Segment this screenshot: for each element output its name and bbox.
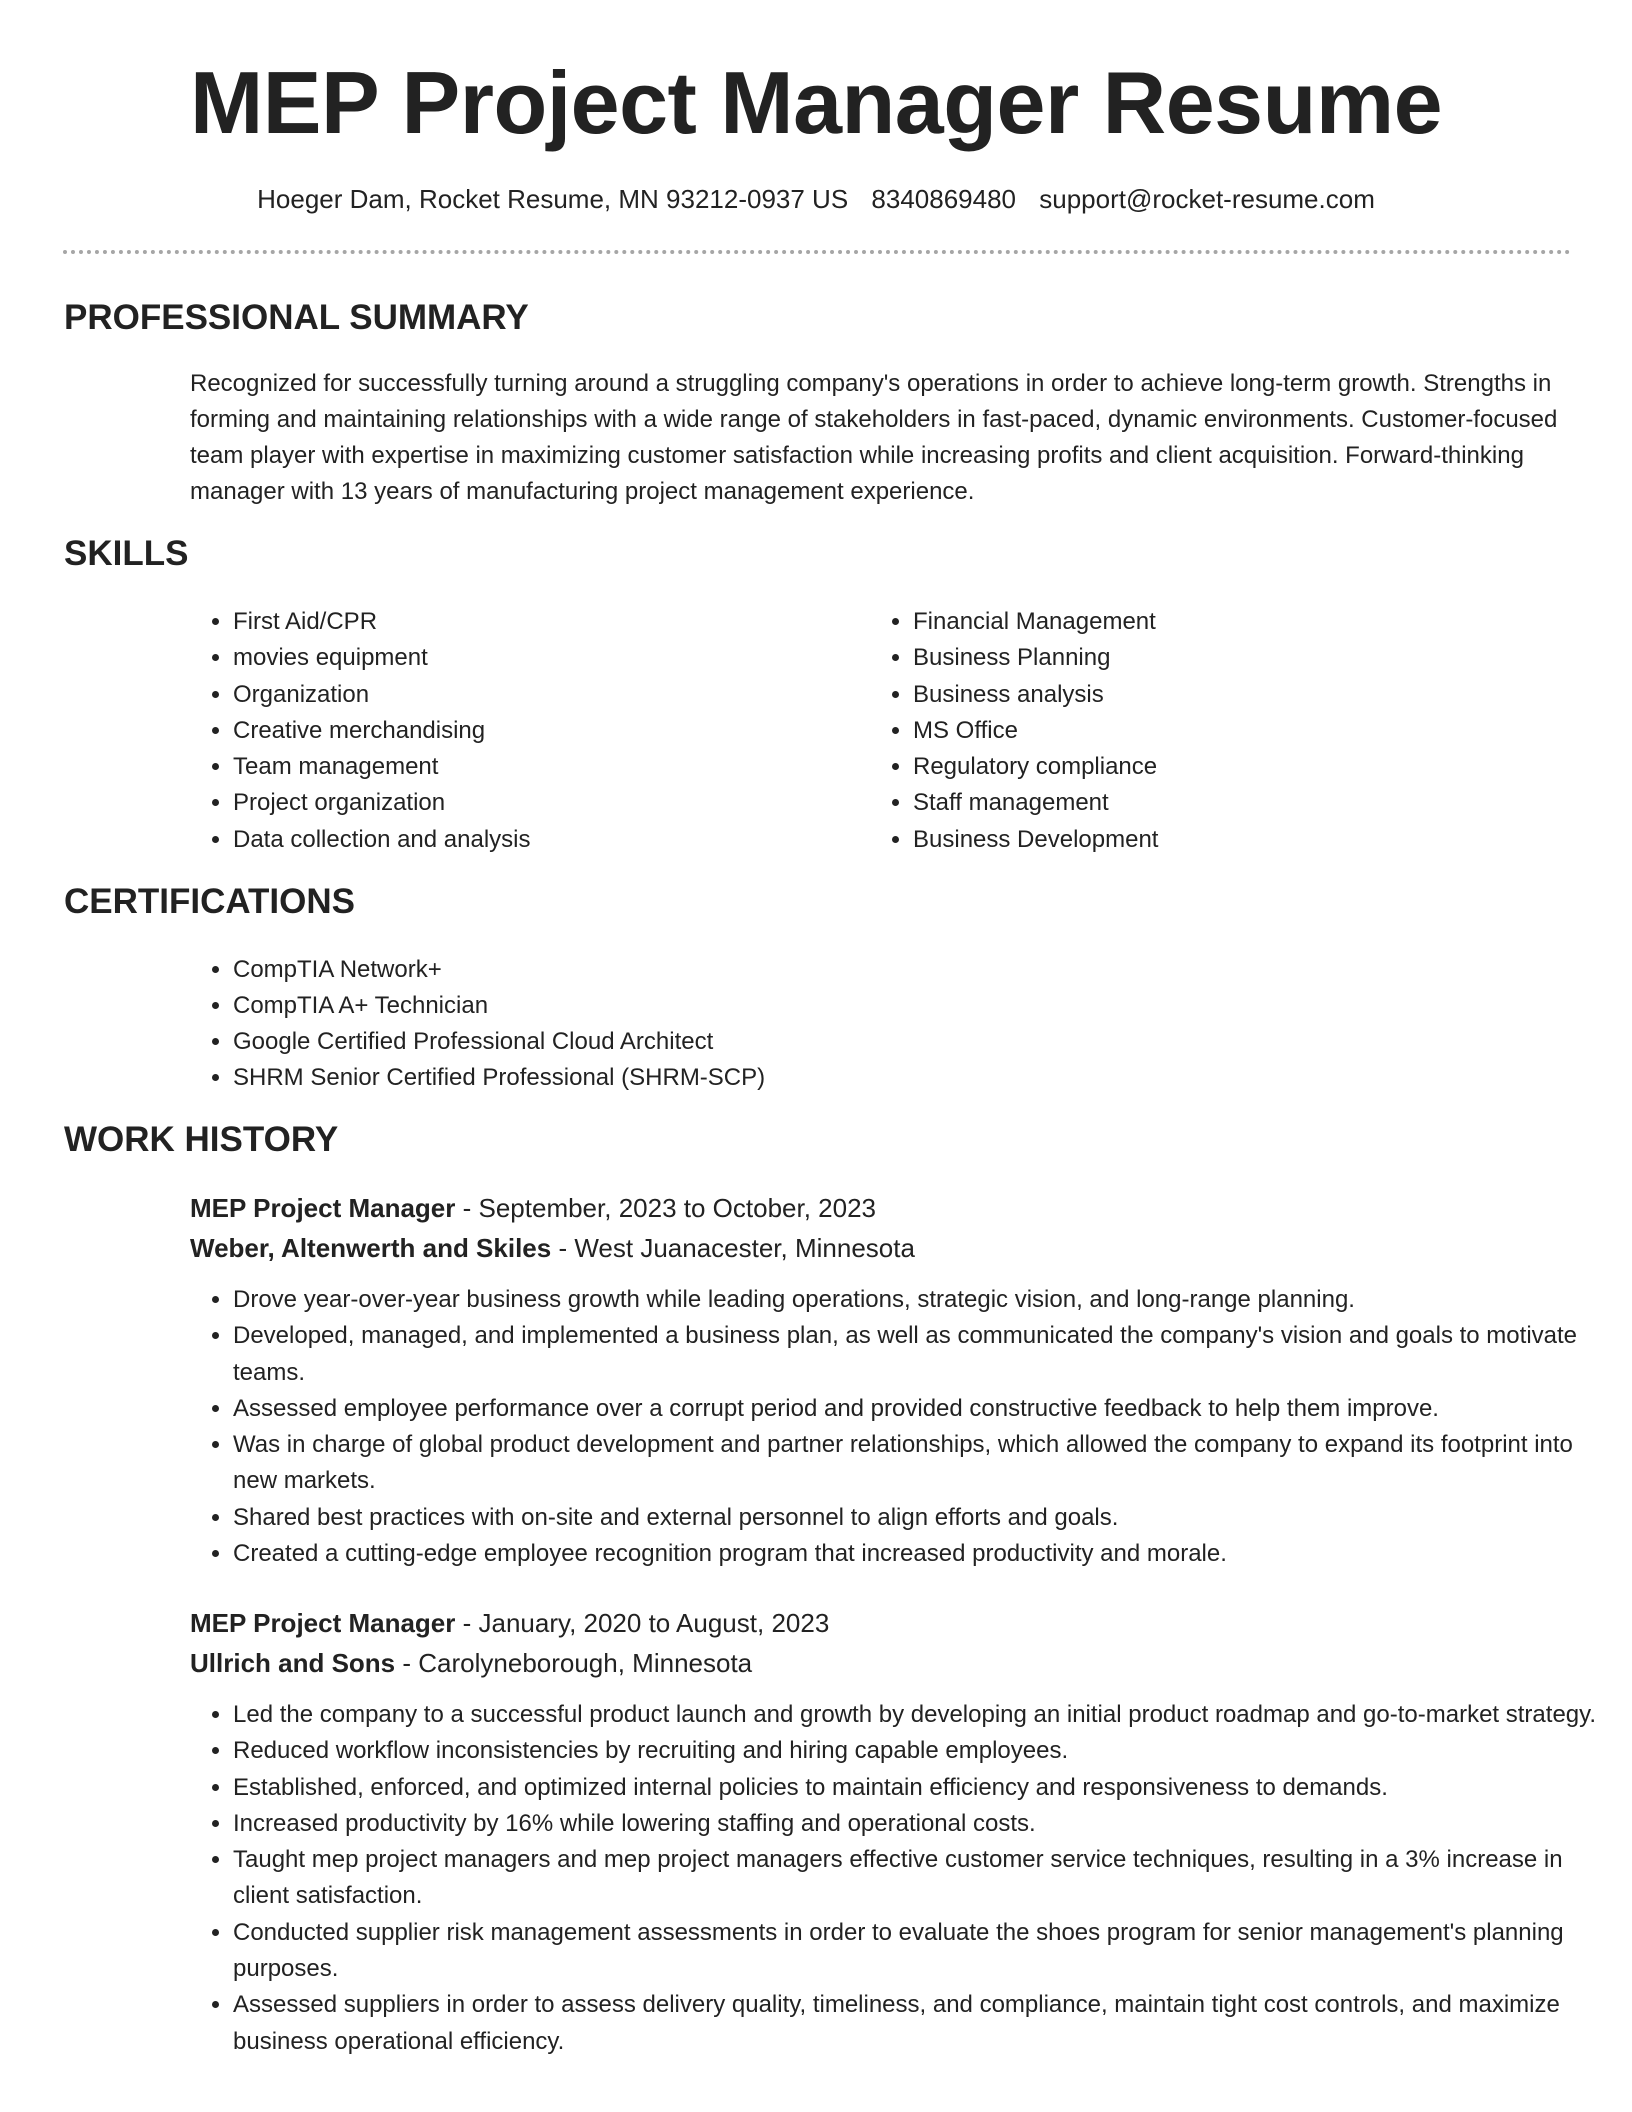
list-item: • Business analysis <box>913 677 1513 713</box>
list-item: • Business Development <box>913 822 1513 858</box>
list-item: • Organization <box>233 677 833 713</box>
list-item: • CompTIA A+ Technician <box>233 988 1233 1024</box>
list-item: • Assessed employee performance over a corrupt period and provided constructive feedback to help them improve. <box>233 1391 1613 1427</box>
list-item: • Data collection and analysis <box>233 822 833 858</box>
list-item: • Regulatory compliance <box>913 749 1513 785</box>
job-company-line <box>190 1229 915 1267</box>
job-dates: - January, 2020 to August, 2023 <box>455 1608 830 1638</box>
list-item: • Financial Management <box>913 604 1513 640</box>
list-item: • SHRM Senior Certified Professional (SHRM-SCP) <box>233 1060 1233 1096</box>
list-item: • Business Planning <box>913 640 1513 676</box>
certifications-heading: CERTIFICATIONS <box>64 882 356 921</box>
list-item: • movies equipment <box>233 640 833 676</box>
job-title: MEP Project Manager <box>190 1193 456 1223</box>
list-item: • Was in charge of global product development and partner relationships, which allowed the company to expand its footprint into new markets. <box>233 1427 1613 1500</box>
list-item: • Drove year-over-year business growth while leading operations, strategic vision, and long-range planning. <box>233 1282 1613 1318</box>
job-company: Ullrich and Sons <box>190 1648 396 1678</box>
skills-list-right <box>870 604 1513 858</box>
list-item: • Taught mep project managers and mep project managers effective customer service techniques, resulting in a 3% increase in client satisfaction. <box>233 1842 1613 1915</box>
job-company: Weber, Altenwerth and Skiles <box>190 1233 552 1263</box>
list-item: • First Aid/CPR <box>233 604 833 640</box>
list-item: • Reduced workflow inconsistencies by recruiting and hiring capable employees. <box>233 1733 1613 1769</box>
skills-heading: SKILLS <box>64 534 189 573</box>
list-item: • Established, enforced, and optimized internal policies to maintain efficiency and responsiveness to demands. <box>233 1770 1613 1806</box>
job-bullets <box>190 1282 1613 1572</box>
list-item: • Created a cutting-edge employee recognition program that increased productivity and morale. <box>233 1536 1613 1572</box>
list-item: • Conducted supplier risk management assessments in order to evaluate the shoes program for senior management's planning purposes. <box>233 1915 1613 1988</box>
list-item: • CompTIA Network+ <box>233 952 1233 988</box>
summary-text: Recognized for successfully turning around a struggling company's operations in order to achieve long-term growth. Strengths in forming and maintaining relationships with a wide range of stakeholders in fast-paced, dynamic environments. Customer-focused team player with expertise in maximizing customer satisfaction while increasing profits and client acquisition. Forward-thinking manager with 13 years of manufacturing project management experience. <box>190 370 1558 505</box>
list-item: • Project organization <box>233 785 833 821</box>
job-dates: - September, 2023 to October, 2023 <box>455 1193 876 1223</box>
skills-list-left <box>190 604 833 858</box>
certifications-list <box>190 952 1233 1096</box>
list-item: • MS Office <box>913 713 1513 749</box>
job-title-line <box>190 1604 829 1642</box>
list-item: • Google Certified Professional Cloud Architect <box>233 1024 1233 1060</box>
list-item: • Shared best practices with on-site and external personnel to align efforts and goals. <box>233 1500 1613 1536</box>
page-title: MEP Project Manager Resume <box>189 53 1443 152</box>
contact-line <box>0 180 1632 218</box>
summary-heading: PROFESSIONAL SUMMARY <box>64 298 529 337</box>
list-item: • Creative merchandising <box>233 713 833 749</box>
list-item: • Assessed suppliers in order to assess delivery quality, timeliness, and compliance, maintain tight cost controls, and maximize business operational efficiency. <box>233 1987 1613 2060</box>
list-item: • Team management <box>233 749 833 785</box>
contact-address: Hoeger Dam, Rocket Resume, MN 93212-0937 US <box>257 184 849 214</box>
job-company-line <box>190 1644 752 1682</box>
contact-phone: 8340869480 <box>871 184 1017 214</box>
list-item: • Led the company to a successful product launch and growth by developing an initial product roadmap and go-to-market strategy. <box>233 1697 1613 1733</box>
work-history-heading: WORK HISTORY <box>64 1120 339 1159</box>
job-bullets <box>190 1697 1613 2060</box>
job-location: - Carolyneborough, Minnesota <box>395 1648 753 1678</box>
contact-email: support@rocket-resume.com <box>1039 184 1375 214</box>
list-item: • Increased productivity by 16% while lowering staffing and operational costs. <box>233 1806 1613 1842</box>
list-item: • Developed, managed, and implemented a business plan, as well as communicated the company's vision and goals to motivate teams. <box>233 1318 1613 1391</box>
header-divider <box>63 250 1571 254</box>
list-item: • Staff management <box>913 785 1513 821</box>
job-title-line <box>190 1189 876 1227</box>
job-title: MEP Project Manager <box>190 1608 456 1638</box>
job-location: - West Juanacester, Minnesota <box>551 1233 915 1263</box>
